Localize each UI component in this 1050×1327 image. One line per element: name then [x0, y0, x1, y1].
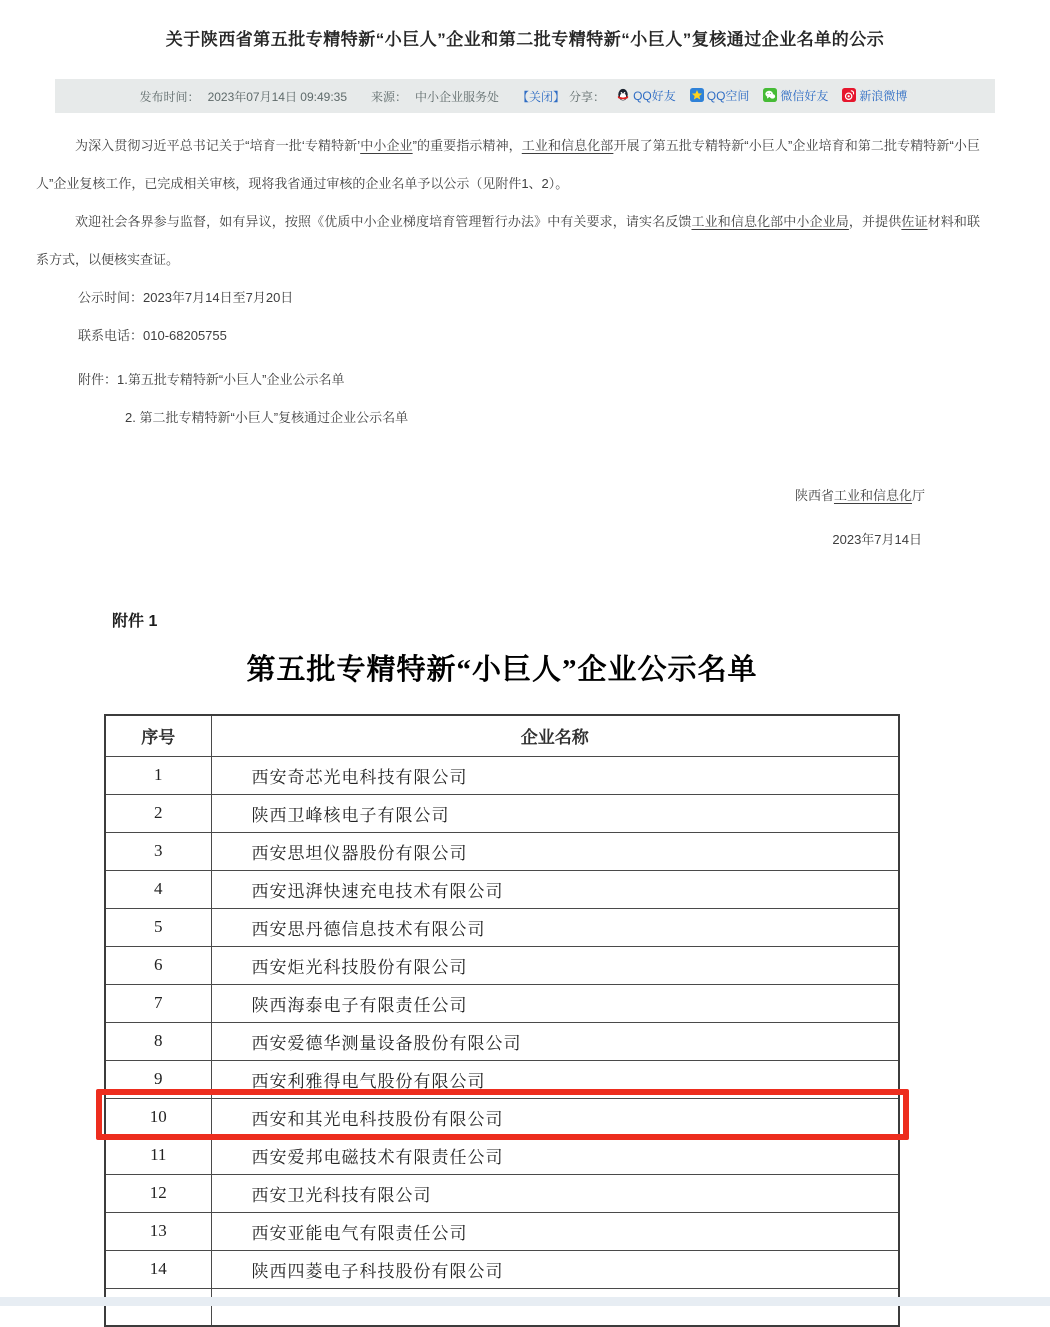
cell-no: 3: [105, 832, 211, 870]
share-link-weibo[interactable]: [842, 87, 907, 104]
attachment-item-1: [36, 361, 980, 399]
footer-strip: [0, 1297, 1050, 1306]
underlined-term: 工业和信息化部中小企业局: [691, 214, 849, 229]
cell-no: 12: [105, 1174, 211, 1212]
share-link-label: QQ空间: [706, 88, 750, 103]
table-row-7: [105, 984, 899, 1022]
source-value: 中小企业服务处: [415, 89, 500, 104]
share-link-qq-friend[interactable]: [616, 87, 676, 104]
cell-no: 9: [105, 1060, 211, 1098]
cell-company-name: 西安利雅得电气股份有限公司: [211, 1060, 899, 1098]
cell-no: 11: [105, 1136, 211, 1174]
paragraph-1: [36, 127, 980, 203]
share-link-wechat[interactable]: [763, 87, 828, 104]
table-row-13: [105, 1212, 899, 1250]
cell-company-name: 西安迅湃快速充电技术有限公司: [211, 870, 899, 908]
wechat-icon: [763, 88, 777, 102]
cell-no: 10: [105, 1098, 211, 1136]
table-row-2: [105, 794, 899, 832]
attachment-section-header: [0, 608, 1050, 688]
table-header-row: [105, 715, 899, 756]
signature-block: [36, 477, 980, 559]
qq-friend-icon: [616, 88, 630, 102]
attachment-item-1-text: 1.第五批专精特新“小巨人”企业公示名单: [117, 372, 345, 387]
cell-no: [105, 1288, 211, 1326]
table-row-4: [105, 870, 899, 908]
cell-no: 7: [105, 984, 211, 1022]
cell-no: 2: [105, 794, 211, 832]
table-row-8: [105, 1022, 899, 1060]
attachment-label: 附件：: [78, 372, 118, 387]
info-line-2: 联系电话：010-68205755: [78, 328, 227, 343]
company-table: [104, 714, 900, 1327]
cell-no: 13: [105, 1212, 211, 1250]
attachment1-title: 第五批专精特新“小巨人”企业公示名单: [246, 654, 758, 686]
text-segment: 开展了第五批专精特新“小巨人”企业培育和第二批专精特新“小巨人”企业复核工作，已完成相关审核，现将我省通过审核的企业名单予以公示（见附件1、2）。: [36, 138, 980, 191]
qzone-icon: [690, 88, 704, 102]
share-links: [609, 87, 914, 106]
table-row-14: [105, 1250, 899, 1288]
cell-no: 8: [105, 1022, 211, 1060]
cell-no: 4: [105, 870, 211, 908]
signature-org: [36, 477, 925, 515]
cell-company-name: [211, 1288, 899, 1326]
close-button[interactable]: 【关闭】: [517, 89, 566, 104]
attachment-list: [36, 361, 980, 437]
cell-company-name: 西安奇芯光电科技有限公司: [211, 756, 899, 794]
weibo-icon: [842, 88, 856, 102]
share-link-label: QQ好友: [633, 88, 676, 103]
cell-company-name: 西安炬光科技股份有限公司: [211, 946, 899, 984]
text-segment: ，并提供: [848, 214, 902, 229]
table-row-5: [105, 908, 899, 946]
text-segment: ”的重要指示精神，: [412, 138, 522, 153]
cell-no: 1: [105, 756, 211, 794]
table-row-6: [105, 946, 899, 984]
cell-company-name: 西安卫光科技有限公司: [211, 1174, 899, 1212]
text-segment: 为深入贯彻习近平总书记关于“培育一批‘专精特新’: [75, 138, 361, 153]
body-paragraphs: [36, 127, 980, 279]
signature-org-segment: 陕西省: [794, 488, 834, 503]
signature-org-segment: 厅: [911, 488, 925, 503]
cell-company-name: 陕西四菱电子科技股份有限公司: [211, 1250, 899, 1288]
cell-company-name: 陕西海泰电子有限责任公司: [211, 984, 899, 1022]
paragraph-2: [36, 203, 980, 279]
text-segment: 欢迎社会各界参与监督，如有异议，按照《优质中小企业梯度培育管理暂行办法》中有关要求，请实名反馈: [75, 214, 692, 229]
cell-no: 14: [105, 1250, 211, 1288]
underlined-term: 佐证: [901, 214, 928, 229]
header-name: 企业名称: [211, 715, 899, 756]
signature-org-segment: 工业和信息化: [833, 488, 912, 503]
cell-company-name: 西安亚能电气有限责任公司: [211, 1212, 899, 1250]
attachment-item-2: [36, 399, 980, 437]
cell-no: 5: [105, 908, 211, 946]
cell-company-name: 西安爱邦电磁技术有限责任公司: [211, 1136, 899, 1174]
table-row-cutoff: [105, 1288, 899, 1326]
source-label: 来源：: [371, 89, 408, 104]
table-row-3: [105, 832, 899, 870]
underlined-term: 中小企业: [360, 138, 413, 153]
cell-company-name: 陕西卫峰核电子有限公司: [211, 794, 899, 832]
cell-company-name: 西安和其光电科技股份有限公司: [211, 1098, 899, 1136]
table-row-11: [105, 1136, 899, 1174]
info-lines: [36, 279, 980, 355]
attachment1-label: 附件 1: [112, 613, 158, 630]
attachment-item-2-text: 2. 第二批专精特新“小巨人”复核通过企业公示名单: [125, 410, 409, 425]
page-title: 关于陕西省第五批专精特新“小巨人”企业和第二批专精特新“小巨人”复核通过企业名单的公示: [165, 30, 885, 49]
table-row-9: [105, 1060, 899, 1098]
publish-time-label: 发布时间：: [139, 89, 200, 104]
table-row-1: [105, 756, 899, 794]
text-segment: 材料和联系方式，以便核实查证。: [36, 214, 980, 267]
cell-company-name: 西安爱德华测量设备股份有限公司: [211, 1022, 899, 1060]
table-row-10: [105, 1098, 899, 1136]
header-no: 序号: [105, 715, 211, 756]
company-table-wrap: [104, 714, 900, 1327]
share-label: 分享：: [569, 89, 606, 104]
underlined-term: 工业和信息化部: [521, 138, 614, 153]
document-body: [0, 113, 1050, 559]
cell-company-name: 西安思丹德信息技术有限公司: [211, 908, 899, 946]
share-link-label: 新浪微博: [859, 88, 908, 103]
cell-company-name: 西安思坦仪器股份有限公司: [211, 832, 899, 870]
table-row-12: [105, 1174, 899, 1212]
signature-date: 2023年7月14日: [832, 532, 922, 547]
info-line-1: 公示时间：2023年7月14日至7月20日: [78, 290, 294, 305]
meta-bar: [55, 79, 995, 113]
cell-no: 6: [105, 946, 211, 984]
share-link-label: 微信好友: [780, 88, 829, 103]
share-link-qzone[interactable]: [690, 87, 750, 104]
publish-time-value: 2023年07月14日 09:49:35: [207, 89, 347, 104]
